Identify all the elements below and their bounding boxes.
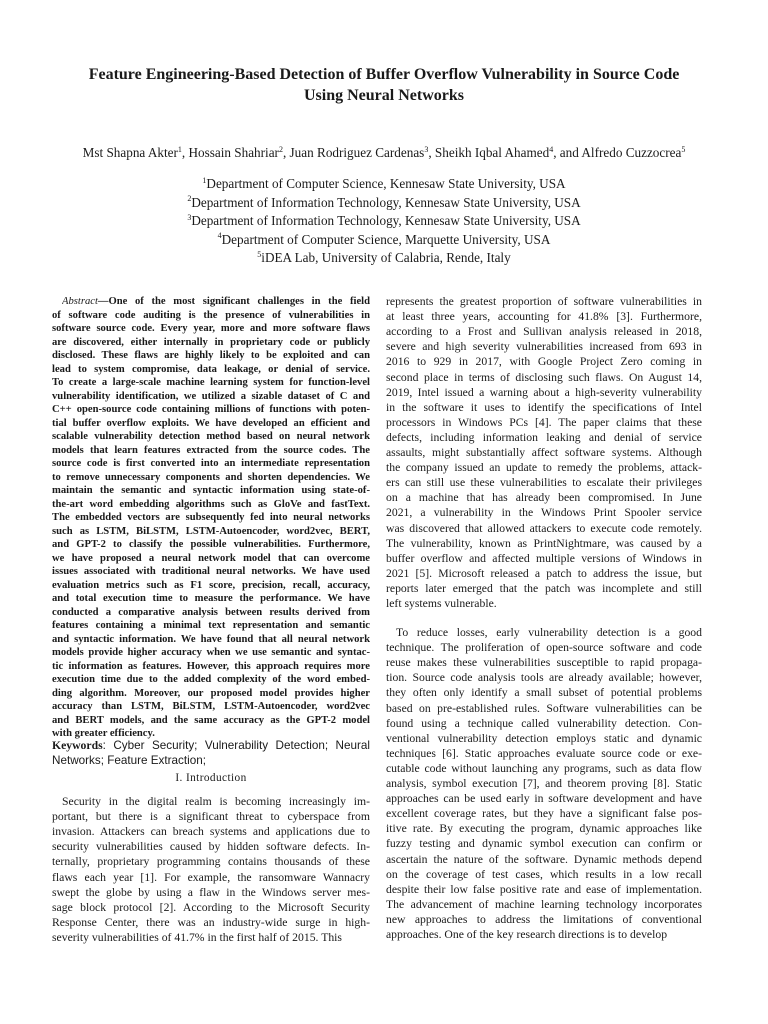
text-line: accuracy than LSTM, BiLSTM, LSTM-Autoencoder, word2vec xyxy=(52,701,370,712)
text-line: C++ open-source code containing millions of functions with poten- xyxy=(52,404,370,415)
text-line: and total execution time to measure the performance. We have xyxy=(52,593,370,604)
author-sep: , xyxy=(282,145,290,160)
text-span: Networks; Feature Extraction; xyxy=(52,754,206,768)
text-line: 2021 [5]. Microsoft released a patch to address the issue, but xyxy=(386,566,702,580)
text-line: software source code. Every year, more and more software flaws xyxy=(52,323,370,334)
text-line: they often only identify a small subset of potential problems xyxy=(386,686,702,700)
text-line: approaches. One of the key research directions is to develop xyxy=(386,928,668,941)
text-line: second place in terms of disclosing such flaws. On August 14, xyxy=(386,370,702,384)
text-line: ternally, proprietary programming contains thousands of these xyxy=(52,855,370,869)
text-line: reuse makes these vulnerabilities susceptible to rapid propaga- xyxy=(386,656,702,670)
text-line: of software code auditing is the presence of vulnerabilities in xyxy=(52,309,370,321)
affiliation-text: Department of Computer Science, Marquette University, USA xyxy=(221,231,551,247)
text-line: to remove unnecessary components and shorten dependencies. We xyxy=(52,471,370,483)
author-sep: , and xyxy=(553,145,582,160)
text-line: the-art word embedding algorithms such as GloVe and fastText. xyxy=(52,498,370,510)
author-sup: 4 xyxy=(549,144,554,154)
text-span: : Cyber Security; Vulnerability Detection; Neural xyxy=(102,739,370,752)
affiliation-text: Department of Information Technology, Kennesaw State University, USA xyxy=(191,194,581,210)
text-line: itive rate. By executing the program, dynamic approaches like xyxy=(386,822,702,836)
text-line xyxy=(62,295,370,309)
text-line: cutable code without launching any programs, such as data flow xyxy=(386,761,702,775)
text-line: with greater efficiency. xyxy=(52,728,155,739)
affiliation-text: Department of Computer Science, Kennesaw State University, USA xyxy=(206,176,566,191)
text-line: scalable vulnerability detection method based on neural network xyxy=(52,431,370,442)
affiliation-text: Department of Information Technology, Kennesaw State University, USA xyxy=(191,213,581,228)
text-line: To create a large-scale machine learning system for function-level xyxy=(52,377,370,388)
text-line: despite their low false positive rate and ease of implementation. xyxy=(386,882,702,896)
text-line: vulnerability identification, we utilized a sizable dataset of C and xyxy=(52,390,370,402)
text-line: 2019, Intel issued a warning about a high-severity vulnerability xyxy=(386,385,702,399)
text-line: models provide higher accuracy when we use semantic and syntac- xyxy=(52,647,370,658)
text-line: portant, but there is a significant threat to cyberspace from xyxy=(52,810,370,824)
text-line: reports later emerged that the patch was incomplete and still xyxy=(386,581,702,595)
text-line: maintain the semantic and syntactic information using state-of- xyxy=(52,485,370,496)
text-line: technique. The proliferation of open-source software and code xyxy=(386,641,702,655)
text-line: defects, including information leaking and denial of service xyxy=(386,430,702,444)
author-list xyxy=(20,144,748,162)
text-line: approaches can be used early in software development and have xyxy=(386,792,702,806)
text-line: Security in the digital realm is becoming increasingly im- xyxy=(62,795,370,808)
author-name: Alfredo Cuzzocrea xyxy=(581,145,682,160)
text-line: features containing a minimal text representation and semantic xyxy=(52,620,370,631)
author-name: Mst Shapna Akter xyxy=(82,145,178,160)
author-name: Sheikh Iqbal Ahamed xyxy=(434,145,550,160)
author-sup: 3 xyxy=(424,144,429,154)
text-line: fuzzy testing and dynamic symbol execution can confirm or xyxy=(386,837,702,851)
text-line: ding algorithm. Moreover, our proposed model provides higher xyxy=(52,687,370,699)
text-span: —One of the most significant challenges in the field xyxy=(97,296,370,307)
text-line: disclosed. These flaws are highly likely to be exploited and can xyxy=(52,350,370,361)
text-line: new approaches to address the limitations of conventional xyxy=(386,912,702,926)
text-line: tion. Source code analysis tools are already available; however, xyxy=(386,671,702,685)
affiliation xyxy=(60,175,708,194)
author-name: Juan Rodriguez Cardenas xyxy=(289,145,425,160)
text-line: To reduce losses, early vulnerability detection is a good xyxy=(396,626,702,639)
text-line: found using a technique called vulnerability detection. Con- xyxy=(386,716,702,730)
text-line: conducted a comparative analysis between results derived from xyxy=(52,606,370,618)
affiliation-sup: 2 xyxy=(187,194,192,204)
abstract-label: Abstract xyxy=(62,296,98,307)
text-line: source code is first converted into an intermediate representation xyxy=(52,458,370,469)
text-line: in the software it uses to identify the specifications of Intel xyxy=(386,400,702,414)
affiliation-list xyxy=(60,175,708,268)
text-line: according to a Frost and Sullivan analysis released in 2018, xyxy=(386,325,702,339)
text-line xyxy=(52,753,370,768)
affiliation xyxy=(60,212,708,231)
text-line: such as LSTM, BiLSTM, LSTM-Autoencoder, word2vec, BERT, xyxy=(52,525,370,537)
text-line: and GPT-2 to classify the possible vulnerabilities. Furthermore, xyxy=(52,539,370,550)
text-line: excellent coverage rates, but they have a significant false pos- xyxy=(386,807,702,821)
text-line: represents the greatest proportion of software vulnerabilities in xyxy=(386,295,702,308)
text-line: left systems vulnerable. xyxy=(386,597,497,610)
affiliation xyxy=(60,249,708,268)
text-line: tic information as features. However, this approach requires more xyxy=(52,660,370,672)
affiliation-sup: 3 xyxy=(187,212,192,222)
text-line: sage block protocol [2]. According to the Microsoft Security xyxy=(52,900,370,914)
text-line: models that learn features extracted from the source codes. The xyxy=(52,444,370,456)
text-line: at least three years, accounting for 41.8% [3]. Furthermore, xyxy=(386,310,702,324)
title-line: Using Neural Networks xyxy=(304,87,464,104)
affiliation-sup: 1 xyxy=(202,175,207,185)
text-line: flaws each year [1]. For example, the ransomware Wannacry xyxy=(52,870,370,884)
author-sup: 2 xyxy=(278,144,283,154)
keywords-label: Keywords xyxy=(52,739,103,752)
text-line: based on pre-established rules. Software vulnerabilities can be xyxy=(386,701,702,715)
text-line: ers can still use these vulnerabilities to escalate their privileges xyxy=(386,476,702,490)
affiliation xyxy=(60,231,708,250)
title-line: Feature Engineering-Based Detection of Buffer Overflow Vulnerability in Source Code xyxy=(88,66,680,83)
author-sep: , xyxy=(428,145,435,160)
text-line: security vulnerabilities caused by hidden software defects. In- xyxy=(52,840,370,854)
text-line: tial buffer overflow exploits. We have developed an efficient and xyxy=(52,417,370,429)
text-line: severity vulnerabilities of 41.7% in the first half of 2015. This xyxy=(52,930,342,944)
affiliation-sup: 5 xyxy=(257,249,262,259)
text-line: Response Center, there was an industry-wide surge in high- xyxy=(52,915,370,929)
text-line: swept the globe by using a flaw in the Windows server mes- xyxy=(52,885,370,899)
author-name: Hossain Shahriar xyxy=(188,145,279,160)
text-line: the company issued an update to remedy the problems, attack- xyxy=(386,461,702,475)
text-line: ventional vulnerability detection employs static and dynamic xyxy=(386,731,702,745)
author-sup: 5 xyxy=(681,144,686,154)
text-line: and BERT models, and the same accuracy as the GPT-2 model xyxy=(52,714,370,726)
text-line: processors in Windows PCs [4]. The paper claims that these xyxy=(386,415,702,429)
text-line: The vulnerability, known as PrintNightmare, was caused by a xyxy=(386,536,702,550)
affiliation xyxy=(60,194,708,213)
text-line: are discovered, either internally in proprietary code or publicly xyxy=(52,336,370,348)
text-line: ascertain the nature of the software. Dynamic methods depend xyxy=(386,852,702,866)
affiliation-sup: 4 xyxy=(217,231,222,241)
text-line: issues associated with traditional neural networks. We have used xyxy=(52,566,370,577)
text-line: assaults, might substantially affect software systems. Although xyxy=(386,446,702,459)
text-line: buffer overflow and affected multiple versions of Windows in xyxy=(386,551,702,565)
text-line: was discovered that allowed attackers to execute code remotely. xyxy=(386,521,702,535)
text-line: on the coverage of test cases, which results in a low recall xyxy=(386,867,702,881)
text-line: analysis, symbol execution [7], and theorem proving [8]. Static xyxy=(386,777,702,790)
text-line: we have proposed a neural network model that can overcome xyxy=(52,552,370,564)
text-line: severe and high severity vulnerabilities increased from 693 in xyxy=(386,340,702,354)
text-line: invasion. Attackers can breach systems and applications due to xyxy=(52,825,370,839)
text-line: lead to system compromise, data leakage, or denial of service. xyxy=(52,363,370,375)
text-line: techniques [6]. Static approaches evaluate source code or exe- xyxy=(386,746,702,760)
section-heading: I. Introduction xyxy=(175,772,247,784)
text-line: The embedded vectors are subsequently fed into neural networks xyxy=(52,512,370,523)
affiliation-text: iDEA Lab, University of Calabria, Rende, Italy xyxy=(261,250,511,265)
text-line xyxy=(52,738,370,753)
author-sup: 1 xyxy=(177,144,182,154)
text-line: 2021, a vulnerability in the Windows Print Spooler service xyxy=(386,506,702,520)
text-line: evaluation metrics such as F1 score, precision, recall, accuracy, xyxy=(52,579,370,591)
author-sep: , xyxy=(181,145,189,160)
paper-title xyxy=(40,64,728,106)
text-line: on a machine that has already been compromised. In June xyxy=(386,491,702,505)
text-line: The advancement of machine learning technology incorporates xyxy=(386,897,702,911)
text-line: 2016 to 929 in 2017, with Google Project Zero coming in xyxy=(386,355,702,369)
text-line: execution time due to the added complexity of the word embed- xyxy=(52,674,370,685)
text-line: and syntactic information. We have found that all neural network xyxy=(52,633,370,645)
